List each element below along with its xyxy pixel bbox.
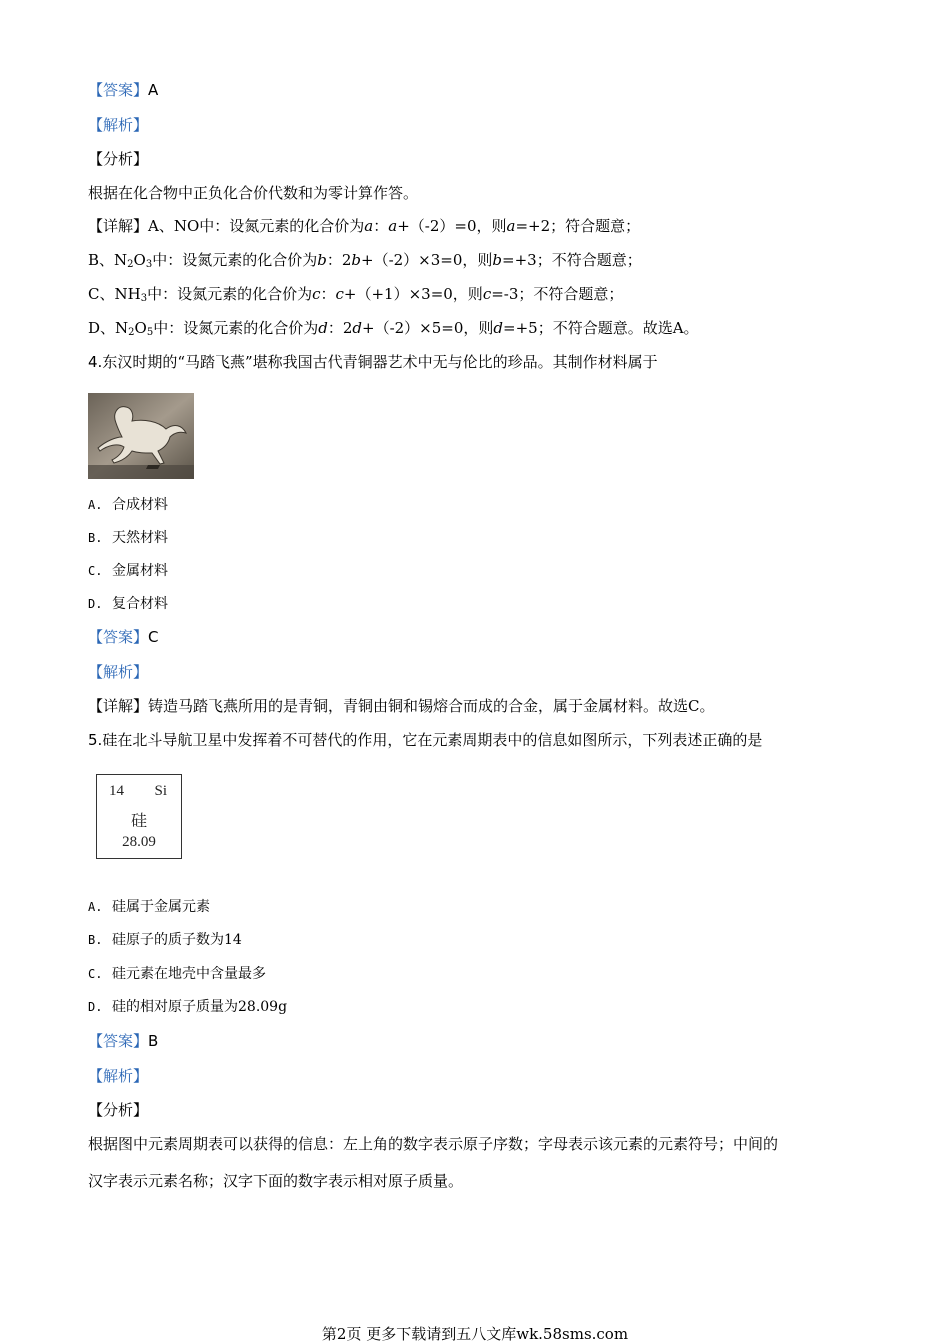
answer-tag: 【答案】 [88,81,149,99]
text: 中：设氮元素的化合价为 [153,319,319,337]
q5-fenxi-line-2: 汉字表示元素名称；汉字下面的数字表示相对原子质量。 [88,1172,464,1190]
text: +（+1）×3=0，则 [343,285,483,303]
option-text: 硅原子的质子数为14 [112,932,242,948]
q3-fenxi-tag: 【分析】 [88,150,149,168]
q3-analysis-tag: 【解析】 [88,116,149,134]
q3-detail-line-c [88,283,623,305]
q4-detail [88,695,715,717]
option-text: 合成材料 [112,497,168,513]
var: b [317,251,327,269]
text: 中：设氮元素的化合价为 [152,251,318,269]
option-letter: A. [88,900,103,914]
option-text: 硅元素在地壳中含量最多 [112,966,266,982]
question-number: 4. [88,353,103,371]
var: c [335,285,344,303]
answer-value: A [148,81,159,99]
var: d [318,319,328,337]
q5-fenxi-line-1: 根据图中元素周期表可以获得的信息：左上角的数字表示原子序数；字母表示该元素的元素符号；中间的 [88,1135,779,1153]
answer-tag: 【答案】 [88,1032,149,1050]
answer-value: B [148,1032,159,1050]
var: a [506,217,516,235]
q3-fenxi-text: 根据在化合物中正负化合价代数和为零计算作答。 [88,184,419,202]
text: =+5；不符合题意。故选A。 [503,319,699,337]
text: =+3；不符合题意； [502,251,642,269]
var: a [364,217,374,235]
q3-detail-line-d [88,317,699,339]
q5-fenxi-tag: 【分析】 [88,1101,149,1119]
q5-stem [88,729,762,751]
option-letter: B. [88,933,103,947]
question-text: 东汉时期的“马踏飞燕”堪称我国古代青铜器艺术中无与伦比的珍品。其制作材料属于 [102,353,658,371]
var: c [312,285,321,303]
subscript: 3 [145,259,153,270]
q5-answer-line [88,1030,158,1052]
q4-analysis-tag: 【解析】 [88,663,149,681]
periodic-table-cell [96,774,182,859]
text: O [133,251,146,269]
var: c [482,285,492,303]
text: B、N [88,251,128,269]
q4-option-a [88,494,168,516]
bronze-horse-photo [88,393,194,479]
subscript: 2 [128,327,135,338]
q4-answer-line [88,626,159,648]
var: b [492,251,503,269]
element-symbol: Si [154,783,167,799]
question-number: 5. [88,731,103,749]
option-text: 金属材料 [112,563,168,579]
q5-option-a [88,896,210,918]
text: 中：设氮元素的化合价为 [147,285,313,303]
q5-option-b [88,929,242,951]
horse-image [88,393,194,479]
q3-answer-line [88,79,158,101]
q5-option-c [88,963,266,985]
var: d [352,319,362,337]
subscript: 2 [127,259,134,270]
text: =+2；符合题意； [515,217,641,235]
text: O [134,319,147,337]
option-text: 天然材料 [112,530,168,546]
text: =-3；不符合题意； [491,285,624,303]
q5-option-d [88,996,287,1018]
text: ： [373,217,389,235]
q4-option-d [88,593,168,615]
option-letter: C. [88,564,103,578]
text: ： [320,285,336,303]
option-letter: B. [88,531,103,545]
option-letter: D. [88,1000,103,1014]
answer-tag: 【答案】 [88,628,149,646]
text: +（-2）×3=0，则 [361,251,493,269]
q3-detail-line-b [88,249,642,271]
var: d [493,319,504,337]
atomic-mass: 28.09 [122,834,156,850]
option-letter: A. [88,498,103,512]
option-text: 复合材料 [112,596,168,612]
subscript: 3 [140,293,148,304]
option-letter: D. [88,597,103,611]
q4-stem [88,351,658,373]
element-name: 硅 [130,813,147,830]
var: b [351,251,361,269]
q4-option-b [88,527,168,549]
text: ：2 [326,251,352,269]
option-text: 硅的相对原子质量为28.09g [112,999,288,1015]
q3-detail-line-a [88,215,640,237]
atomic-number: 14 [109,783,124,799]
text: ：2 [327,319,353,337]
text: +（-2）×5=0，则 [362,319,494,337]
option-text: 硅属于金属元素 [112,899,210,915]
question-text: 硅在北斗导航卫星中发挥着不可替代的作用，它在元素周期表中的信息如图所示，下列表述正确的是 [102,731,763,749]
q4-option-c [88,560,168,582]
var: a [388,217,398,235]
page-footer: 第2页 更多下载请到五八文库wk.58sms.com [321,1325,629,1343]
detail-text: 铸造马踏飞燕所用的是青铜，青铜由铜和锡熔合而成的合金，属于金属材料。故选C。 [148,697,715,715]
text: C、NH [88,285,141,303]
detail-tag: 【详解】 [88,217,149,235]
option-letter: C. [88,967,103,981]
subscript: 5 [146,327,154,338]
answer-value: C [148,628,159,646]
text: D、N [88,319,129,337]
detail-tag: 【详解】 [88,697,149,715]
text: +（-2）=0，则 [397,217,507,235]
q5-analysis-tag: 【解析】 [88,1067,149,1085]
text: A、NO中：设氮元素的化合价为 [148,217,365,235]
